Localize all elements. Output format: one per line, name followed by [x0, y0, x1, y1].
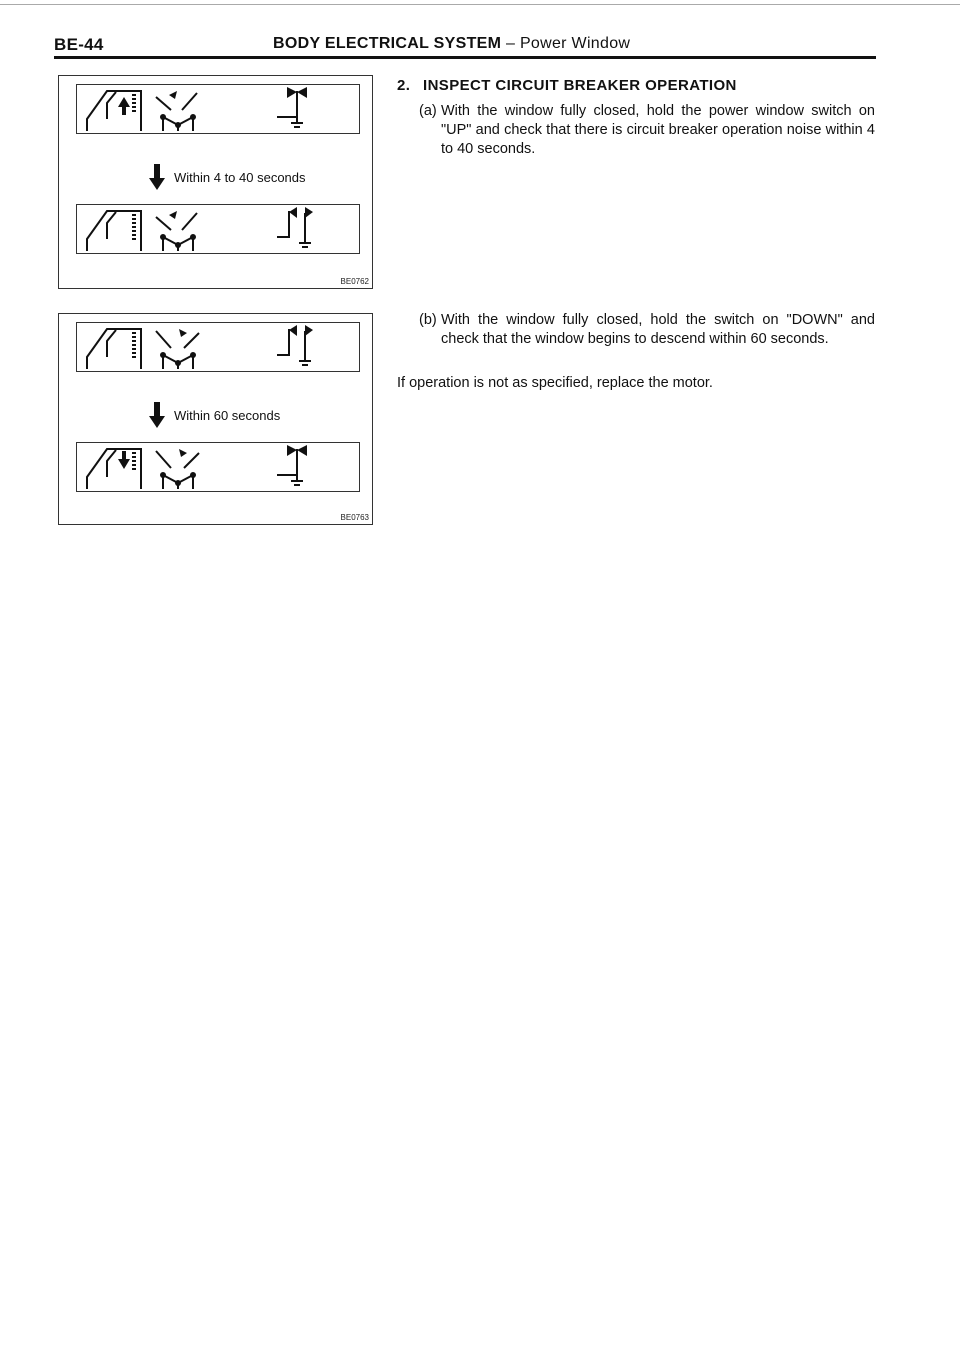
figure-down-test — [58, 313, 373, 525]
procedure-step-a — [419, 102, 875, 159]
step-indicator — [149, 402, 280, 428]
heading-number: 2. — [397, 77, 411, 94]
figure-code: BE0762 — [340, 277, 369, 286]
window-switch-breaker-icon — [77, 443, 359, 491]
step-label: Within 4 to 40 seconds — [174, 169, 306, 185]
window-switch-breaker-icon — [77, 85, 359, 133]
step-label-b: (b) — [419, 312, 437, 328]
step-text-a: With the window fully closed, hold the power window switch on "UP" and check that there is circuit breaker operation noise within 4 to 40 seconds. — [441, 103, 875, 157]
section-title-sub: – Power Window — [506, 35, 631, 52]
procedure-step-b — [419, 311, 875, 349]
diagram-window-up-tripped — [76, 204, 360, 254]
arrow-down-icon — [149, 402, 165, 428]
top-scan-line — [0, 4, 960, 5]
figure-up-test — [58, 75, 373, 289]
diagram-window-down-initial — [76, 322, 360, 372]
diagram-window-up-initial — [76, 84, 360, 134]
figure-code: BE0763 — [340, 513, 369, 522]
step-label-a: (a) — [419, 103, 437, 119]
procedure-heading — [397, 76, 737, 95]
window-switch-breaker-icon — [77, 205, 359, 253]
header-rule — [54, 56, 876, 59]
page-number: BE-44 — [54, 35, 104, 54]
heading-text: INSPECT CIRCUIT BREAKER OPERATION — [423, 77, 737, 94]
arrow-down-icon — [149, 164, 165, 190]
section-title-main: BODY ELECTRICAL SYSTEM — [273, 35, 502, 52]
diagram-window-down-descending — [76, 442, 360, 492]
step-label: Within 60 seconds — [174, 407, 281, 423]
step-indicator — [149, 164, 306, 190]
procedure-note: If operation is not as specified, replace the motor. — [397, 375, 713, 391]
section-title — [273, 35, 630, 53]
step-text-b: With the window fully closed, hold the switch on "DOWN" and check that the window begins to descend within 60 seconds. — [441, 312, 875, 347]
window-switch-breaker-icon — [77, 323, 359, 371]
